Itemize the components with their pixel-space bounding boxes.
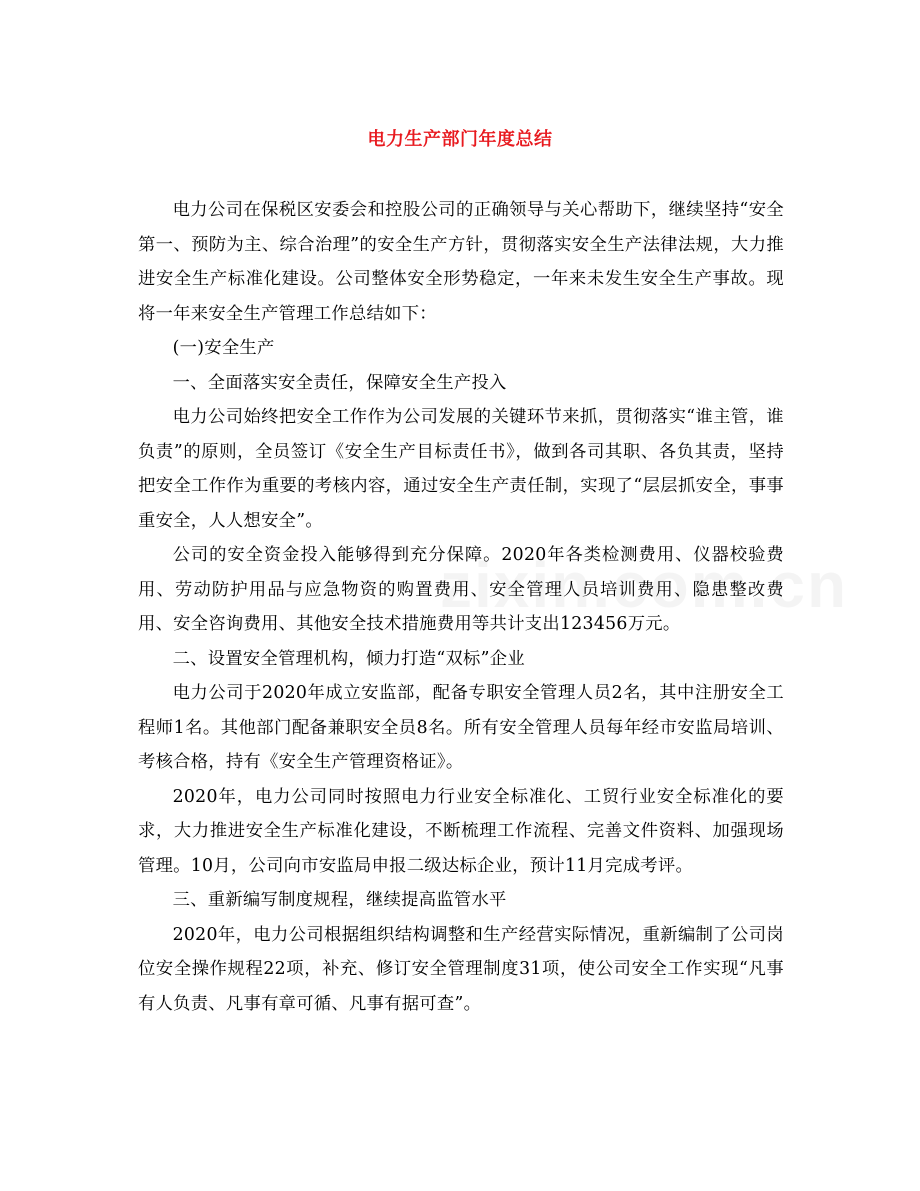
- paragraph-standardization: 2020年，电力公司同时按照电力行业安全标准化、工贸行业安全标准化的要求，大力推进安全生产标准化建设，不断梳理工作流程、完善文件资料、加强现场管理。10月，公司向市安监局申报二级达标企业，预计11月完成考评。: [138, 786, 784, 876]
- document-title: 电力生产部门年度总结: [367, 129, 553, 150]
- paragraph-responsibility: 电力公司始终把安全工作作为公司发展的关键环节来抓，贯彻落实“谁主管，谁负责”的原则，全员签订《安全生产目标责任书》，做到各司其职、各负其责，坚持把安全工作作为重要的考核内容，通过安全生产责任制，实现了“层层抓安全，事事重安全，人人想安全”。: [138, 407, 784, 531]
- subheading-regulations: 三、重新编写制度规程，继续提高监管水平: [172, 890, 507, 910]
- paragraph-safety-department: 电力公司于2020年成立安监部，配备专职安全管理人员2名，其中注册安全工程师1名。其他部门配备兼职安全员8名。所有安全管理人员每年经市安监局培训、考核合格，持有《安全生产管理资格证》。: [138, 683, 784, 772]
- section-heading-safety-production: (一)安全生产: [172, 338, 275, 358]
- subheading-responsibility: 一、全面落实安全责任，保障安全生产投入: [172, 372, 507, 393]
- paragraph-regulations: 2020年，电力公司根据组织结构调整和生产经营实际情况，重新编制了公司岗位安全操作规程22项，补充、修订安全管理制度31项，使公司安全工作实现“凡事有人负责、凡事有章可循、凡事有据可查”。: [138, 924, 784, 1014]
- document-body: [138, 193, 784, 1021]
- paragraph-investment: 公司的安全资金投入能够得到充分保障。2020年各类检测费用、仪器校验费用、劳动防护用品与应急物资的购置费用、安全管理人员培训费用、隐患整改费用、安全咨询费用、其他安全技术措施费用等共计支出123456万元。: [138, 545, 784, 634]
- paragraph-intro: 电力公司在保税区安委会和控股公司的正确领导与关心帮助下，继续坚持“安全第一、预防为主、综合治理”的安全生产方针，贯彻落实安全生产法律法规，大力推进安全生产标准化建设。公司整体安全形势稳定，一年来未发生安全生产事故。现将一年来安全生产管理工作总结如下：: [138, 200, 784, 324]
- subheading-management-organization: 二、设置安全管理机构，倾力打造“双标”企业: [172, 648, 525, 669]
